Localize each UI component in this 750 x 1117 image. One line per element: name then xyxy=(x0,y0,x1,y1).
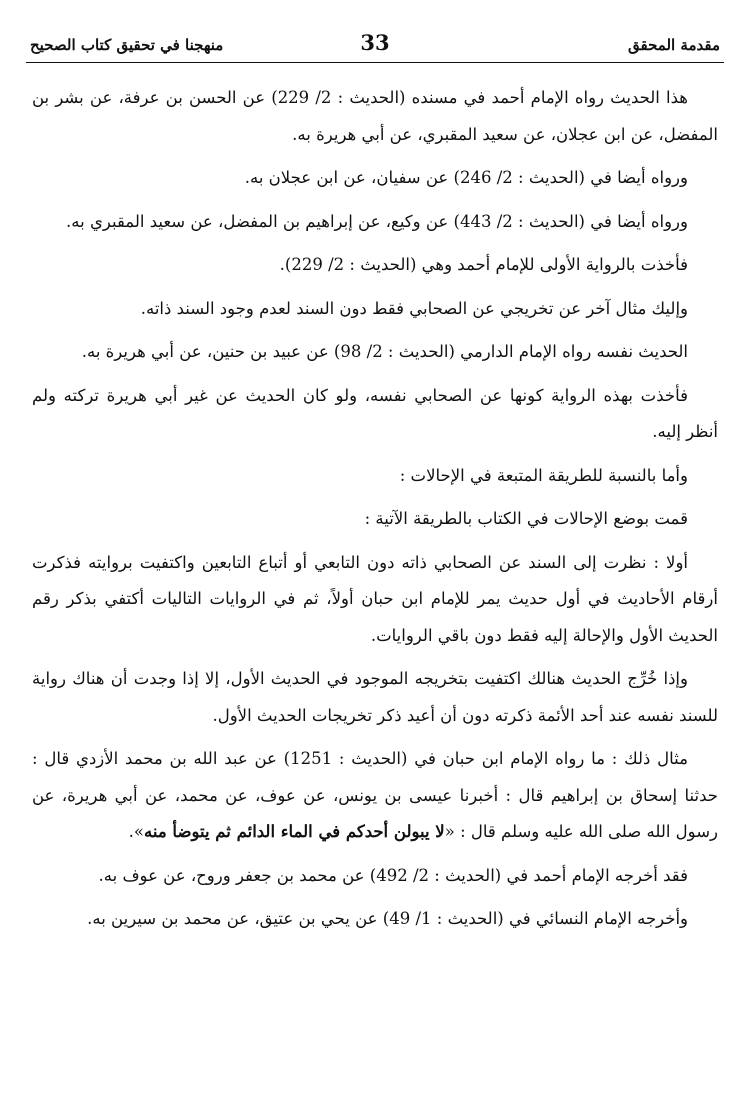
paragraph-with-hadith xyxy=(32,741,718,851)
paragraph: ورواه أيضا في (الحديث : 2/ 443) عن وكيع، عن إبراهيم بن المفضل، عن سعيد المقبري به. xyxy=(66,211,688,231)
paragraph: وأما بالنسبة للطريقة المتبعة في الإحالات : xyxy=(399,465,688,485)
paragraph: وأخرجه الإمام النسائي في (الحديث : 1/ 49) عن يحي بن عتيق، عن محمد بن سيرين به. xyxy=(87,909,688,928)
paragraph-lead: مثال ذلك : ما رواه الإمام ابن حبان في (الحديث : 1251) عن عبد الله بن محمد الأزدي قال : حدثنا إسحاق بن إبراهيم قال : أخبرنا عيسى بن يونس، عن عوف، عن محمد، عن أبي هريرة، عن رسول الله صلى الله عليه وسلم قال : « xyxy=(32,749,718,841)
page-header xyxy=(26,28,724,62)
paragraph: فأخذت بالرواية الأولى للإمام أحمد وهي (الحديث : 2/ 229). xyxy=(279,255,688,274)
paragraph: هذا الحديث رواه الإمام أحمد في مسنده (الحديث : 2/ 229) عن الحسن بن عرفة، عن بشر بن المفضل، عن ابن عجلان، عن سعيد المقبري، عن أبي هريرة به. xyxy=(32,88,718,144)
paragraph-tail: ». xyxy=(128,822,145,841)
paragraph: الحديث نفسه رواه الإمام الدارمي (الحديث : 2/ 98) عن عبيد بن حنين، عن أبي هريرة به. xyxy=(81,342,688,361)
paragraph: فقد أخرجه الإمام أحمد في (الحديث : 2/ 492) عن محمد بن جعفر وروح، عن عوف به. xyxy=(98,865,688,885)
body-text xyxy=(32,80,718,945)
running-title: منهجنا في تحقيق كتاب الصحيح xyxy=(30,36,224,54)
chapter-title: مقدمة المحقق xyxy=(628,36,720,54)
paragraph: فأخذت بهذه الرواية كونها عن الصحابي نفسه، ولو كان الحديث عن غير أبي هريرة تركته ولم أنظر إليه. xyxy=(32,385,718,441)
paragraph: قمت بوضع الإحالات في الكتاب بالطريقة الآتية : xyxy=(364,509,688,528)
paragraph: أولا : نظرت إلى السند عن الصحابي ذاته دون التابعي أو أتباع التابعين واكتفيت بروايته فذكرت أرقام الأحاديث في أول حديث يمر للإمام ابن حبان أولاً، ثم في الروايات التاليات أكتفي بذكر رقم الحديث الأول والإحالة إليه فقط دون باقي الروايات. xyxy=(32,552,718,645)
page-number: 33 xyxy=(360,30,390,55)
paragraph: وإذا خُرِّج الحديث هنالك اكتفيت بتخريجه الموجود في الحديث الأول، إلا إذا وجدت أن هناك رواية للسند نفسه عند أحد الأئمة ذكرته دون أن أعيد ذكر تخريجات الحديث الأول. xyxy=(32,669,718,725)
paragraph: وإليك مثال آخر عن تخريجي عن الصحابي فقط دون السند لعدم وجود السند ذاته. xyxy=(140,298,688,318)
header-rule xyxy=(26,62,724,63)
hadith-quote: لا يبولن أحدكم في الماء الدائم ثم يتوضأ منه xyxy=(144,822,445,841)
paragraph: ورواه أيضا في (الحديث : 2/ 246) عن سفيان، عن ابن عجلان به. xyxy=(244,168,688,187)
